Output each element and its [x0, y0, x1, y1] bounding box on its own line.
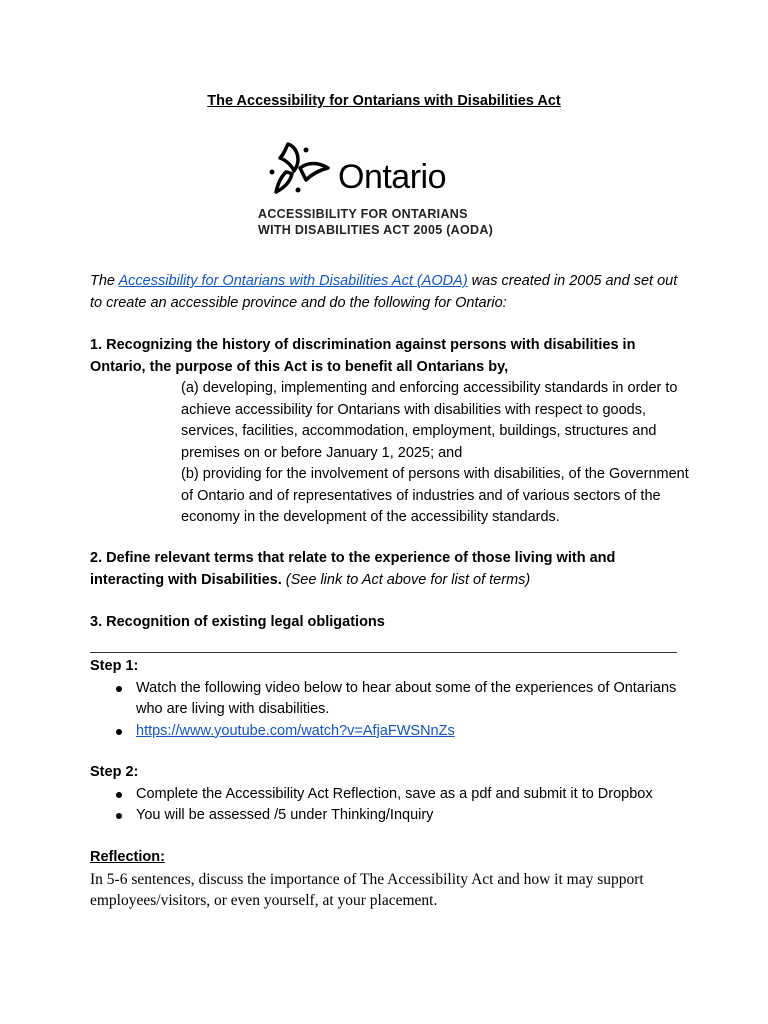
point-3-heading: 3. Recognition of existing legal obligations — [90, 614, 385, 630]
ontario-wordmark: Ontario — [338, 158, 446, 196]
aoda-subtitle-line1: ACCESSIBILITY FOR ONTARIANS — [258, 207, 468, 221]
horizontal-divider — [90, 652, 677, 653]
bullet-icon — [116, 686, 122, 692]
bullet-icon — [116, 813, 122, 819]
point-1a: (a) developing, implementing and enforcing accessibility standards in order to achieve accessibility for Ontarians with disabilities with respect to goods, services, facilities, accommodation, employment, buildings, structures and premises on or before January 1, 2025; and — [181, 380, 678, 461]
step-2-item-text: Complete the Accessibility Act Reflection, save as a pdf and submit it to Dropbox — [136, 785, 653, 802]
reflection-heading: Reflection: — [90, 849, 165, 865]
step-1-item-text: Watch the following video below to hear about some of the experiences of Ontarians who are living with disabilities. — [136, 679, 677, 717]
youtube-link[interactable]: https://www.youtube.com/watch?v=AfjaFWSNnZs — [136, 722, 455, 739]
reflection-body: In 5-6 sentences, discuss the importance of The Accessibility Act and how it may support employees/visitors, or even yourself, at your placement. — [90, 871, 644, 909]
trillium-icon — [264, 138, 340, 204]
intro-suffix: was created in 2005 and set out to create an accessible province and do the following for Ontario: — [90, 273, 678, 311]
step-1-heading: Step 1: — [90, 658, 139, 674]
list-item — [90, 805, 690, 827]
aoda-link[interactable]: Accessibility for Ontarians with Disabilities Act (AODA) — [118, 273, 468, 289]
list-item — [90, 721, 690, 743]
list-item — [90, 678, 690, 721]
ontario-aoda-logo — [258, 136, 518, 240]
step-2-list — [90, 784, 690, 827]
step-1 — [90, 656, 690, 742]
aoda-subtitle-line2: WITH DISABILITIES ACT 2005 (AODA) — [258, 223, 494, 237]
step-1-list — [90, 678, 690, 743]
step-2-heading: Step 2: — [90, 764, 139, 780]
point-2-heading: 2. Define relevant terms that relate to the experience of those living with and interacting with Disabilities. — [90, 550, 616, 588]
point-1b: (b) providing for the involvement of persons with disabilities, of the Government of Ontario and of representatives of industries and of various sectors of the economy in the development of the accessibility standards. — [181, 466, 689, 525]
intro-paragraph — [90, 271, 690, 314]
list-item — [90, 784, 690, 806]
point-2 — [90, 548, 690, 591]
point-1 — [90, 335, 690, 529]
document-title: The Accessibility for Ontarians with Disabilities Act — [207, 93, 561, 109]
bullet-icon — [116, 729, 122, 735]
bullet-icon — [116, 792, 122, 798]
step-2 — [90, 762, 690, 827]
intro-prefix: The — [90, 273, 119, 289]
point-2-note: (See link to Act above for list of terms) — [281, 571, 531, 588]
aoda-subtitle — [258, 206, 493, 238]
step-2-item-text: You will be assessed /5 under Thinking/Inquiry — [136, 807, 434, 823]
point-1-heading: 1. Recognizing the history of discrimination against persons with disabilities in Ontario, the purpose of this Act is to benefit all Ontarians by, — [90, 337, 636, 375]
